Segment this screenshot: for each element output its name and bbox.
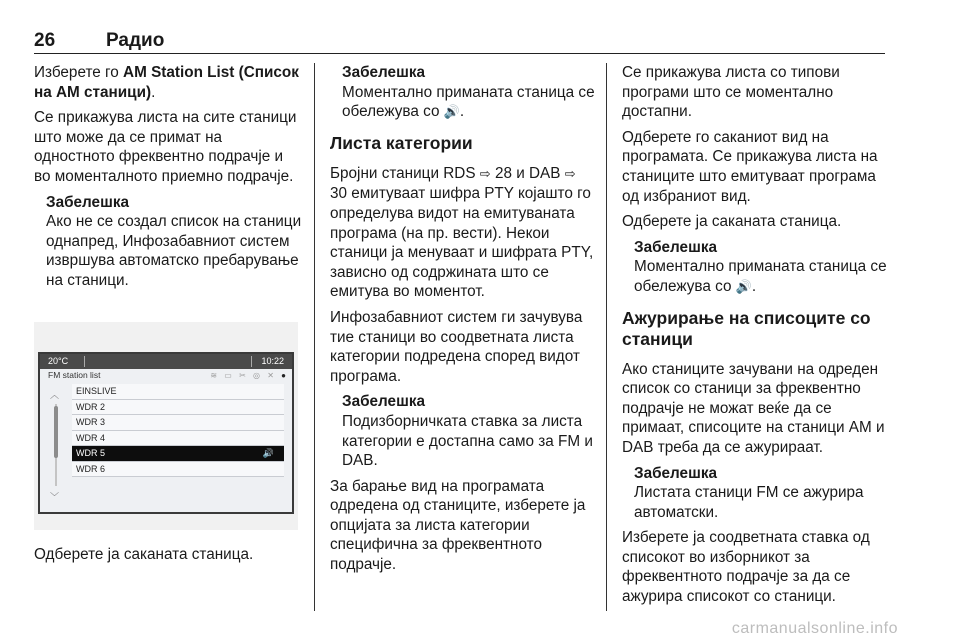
paragraph: Бројни станици RDS ⇨ 28 и DAB ⇨ 30 емитуваат шифра PTY којашто го определува видот на емитуваната програма (на пр. вести). Некои станици ја менуваат и шифрата PTY, зависно од содржината што се емитува во моментот. bbox=[330, 164, 594, 301]
tape-icon: ◎ bbox=[253, 371, 260, 380]
list-item[interactable]: EINSLIVE bbox=[72, 384, 284, 400]
column-1 bbox=[34, 63, 302, 297]
column-divider bbox=[606, 63, 607, 611]
paragraph: За барање вид на програмата одредена од станиците, изберете ја опцијата за листа категории специфична за фреквентното подрачје. bbox=[330, 477, 586, 574]
divider bbox=[84, 356, 85, 367]
note-box: Забелешка Моментално приманата станица се обележува со 🔊. bbox=[342, 64, 595, 121]
temperature: 20°C bbox=[48, 356, 69, 366]
header-rule bbox=[34, 53, 885, 54]
figure-caption: Одберете ја саканата станица. bbox=[34, 546, 254, 563]
paragraph: Инфозабавниот систем ги зачувува тие станици во соодветната листа категории подредена според видот програма. bbox=[330, 308, 583, 385]
list-item[interactable]: WDR 2 bbox=[72, 400, 284, 416]
scroll-thumb[interactable] bbox=[54, 406, 58, 458]
section-heading: Ажурирање на списоците со станици bbox=[622, 307, 871, 349]
info-icon[interactable]: ● bbox=[281, 371, 286, 380]
speaker-icon: 🔊 bbox=[262, 448, 274, 458]
watermark: carmanualsonline.info bbox=[731, 620, 898, 637]
note-box: Забелешка Моментално приманата станица се обележува со 🔊. bbox=[634, 238, 892, 298]
paragraph: Изберете го AM Station List (Список на AM станици). bbox=[34, 64, 299, 101]
note-text: Листата станици FM се ажурира автоматски. bbox=[634, 484, 864, 521]
station-list-screenshot bbox=[34, 322, 298, 530]
note-title: Забелешка bbox=[634, 464, 717, 482]
status-bar bbox=[40, 354, 292, 369]
paragraph: Се прикажува листа со типови програми што се моментално достапни. bbox=[622, 64, 840, 121]
speaker-icon: 🔊 bbox=[735, 279, 752, 295]
paragraph: Одберете ја саканата станица. bbox=[622, 213, 842, 231]
cassette-icon: ▭ bbox=[224, 371, 232, 380]
paragraph: Изберете ја соодветната ставка од списокот во изборникот за фреквентното подрачје за да се ажурира списокот со станици. bbox=[622, 529, 870, 606]
column-divider bbox=[314, 63, 315, 611]
page-number: 26 bbox=[34, 30, 56, 51]
note-text: Моментално приманата станица се обележува со bbox=[634, 258, 887, 295]
chevron-down-icon[interactable]: ﹀ bbox=[50, 493, 60, 503]
list-title: FM station list bbox=[48, 370, 101, 380]
page-reference[interactable]: 30 bbox=[330, 185, 348, 203]
station-list bbox=[72, 384, 284, 477]
section-heading: Листа категории bbox=[330, 132, 473, 153]
title-icons bbox=[205, 369, 286, 382]
list-item[interactable]: WDR 6 bbox=[72, 462, 284, 478]
page-reference-icon: ⇨ bbox=[479, 166, 491, 182]
menu-item-reference: AM Station List (Список на AM станици) bbox=[34, 64, 299, 101]
note-text: Подизборничката ставка за листа категории е достапна само за FM и DAB. bbox=[342, 412, 593, 470]
list-item[interactable]: WDR 4 bbox=[72, 431, 284, 447]
wifi-icon: ≋ bbox=[210, 371, 218, 380]
note-text: Моментално приманата станица се обележува со bbox=[342, 83, 595, 121]
note-text: Ако не се создал список на станици однапред, Инфозабавниот систем извршува автоматско пребарување на станици. bbox=[46, 213, 302, 289]
note-title: Забелешка bbox=[634, 238, 717, 256]
scissors-icon: ✂ bbox=[239, 371, 246, 380]
page-reference[interactable]: 28 bbox=[494, 164, 512, 182]
mute-icon: ✕ bbox=[267, 371, 274, 380]
speaker-icon: 🔊 bbox=[443, 105, 460, 121]
note-box bbox=[46, 193, 302, 291]
note-box bbox=[634, 464, 892, 523]
display-screen bbox=[38, 352, 294, 514]
list-item[interactable]: WDR 3 bbox=[72, 415, 284, 431]
paragraph: Се прикажува листа на сите станици што може да се примат на одностното фреквентно подрачје и во моменталното приемно подрачје. bbox=[34, 109, 297, 185]
clock: 10:22 bbox=[261, 356, 284, 366]
paragraph: Одберете го саканиот вид на програмата. Се прикажува листа на станиците што емитуваат програма од избраниот вид. bbox=[622, 128, 878, 205]
column-2 bbox=[330, 63, 596, 581]
page-reference-icon: ⇨ bbox=[564, 166, 576, 182]
page-title: Радио bbox=[106, 30, 165, 51]
note-box bbox=[342, 392, 596, 470]
note-title: Забелешка bbox=[46, 193, 129, 211]
scroll-control[interactable] bbox=[48, 388, 64, 508]
note-title: Забелешка bbox=[342, 393, 425, 411]
list-item-selected[interactable]: WDR 5 🔊 bbox=[72, 446, 284, 462]
paragraph: Ако станиците зачувани на одреден список со станици за фреквентно подрачје не можат веќе да се примаат, списоците на станици AM и DAB треба да се ажурираат. bbox=[622, 360, 885, 456]
note-title: Забелешка bbox=[342, 64, 425, 81]
chevron-up-icon[interactable]: ︿ bbox=[50, 391, 60, 401]
column-3 bbox=[622, 63, 892, 613]
divider bbox=[251, 356, 252, 367]
